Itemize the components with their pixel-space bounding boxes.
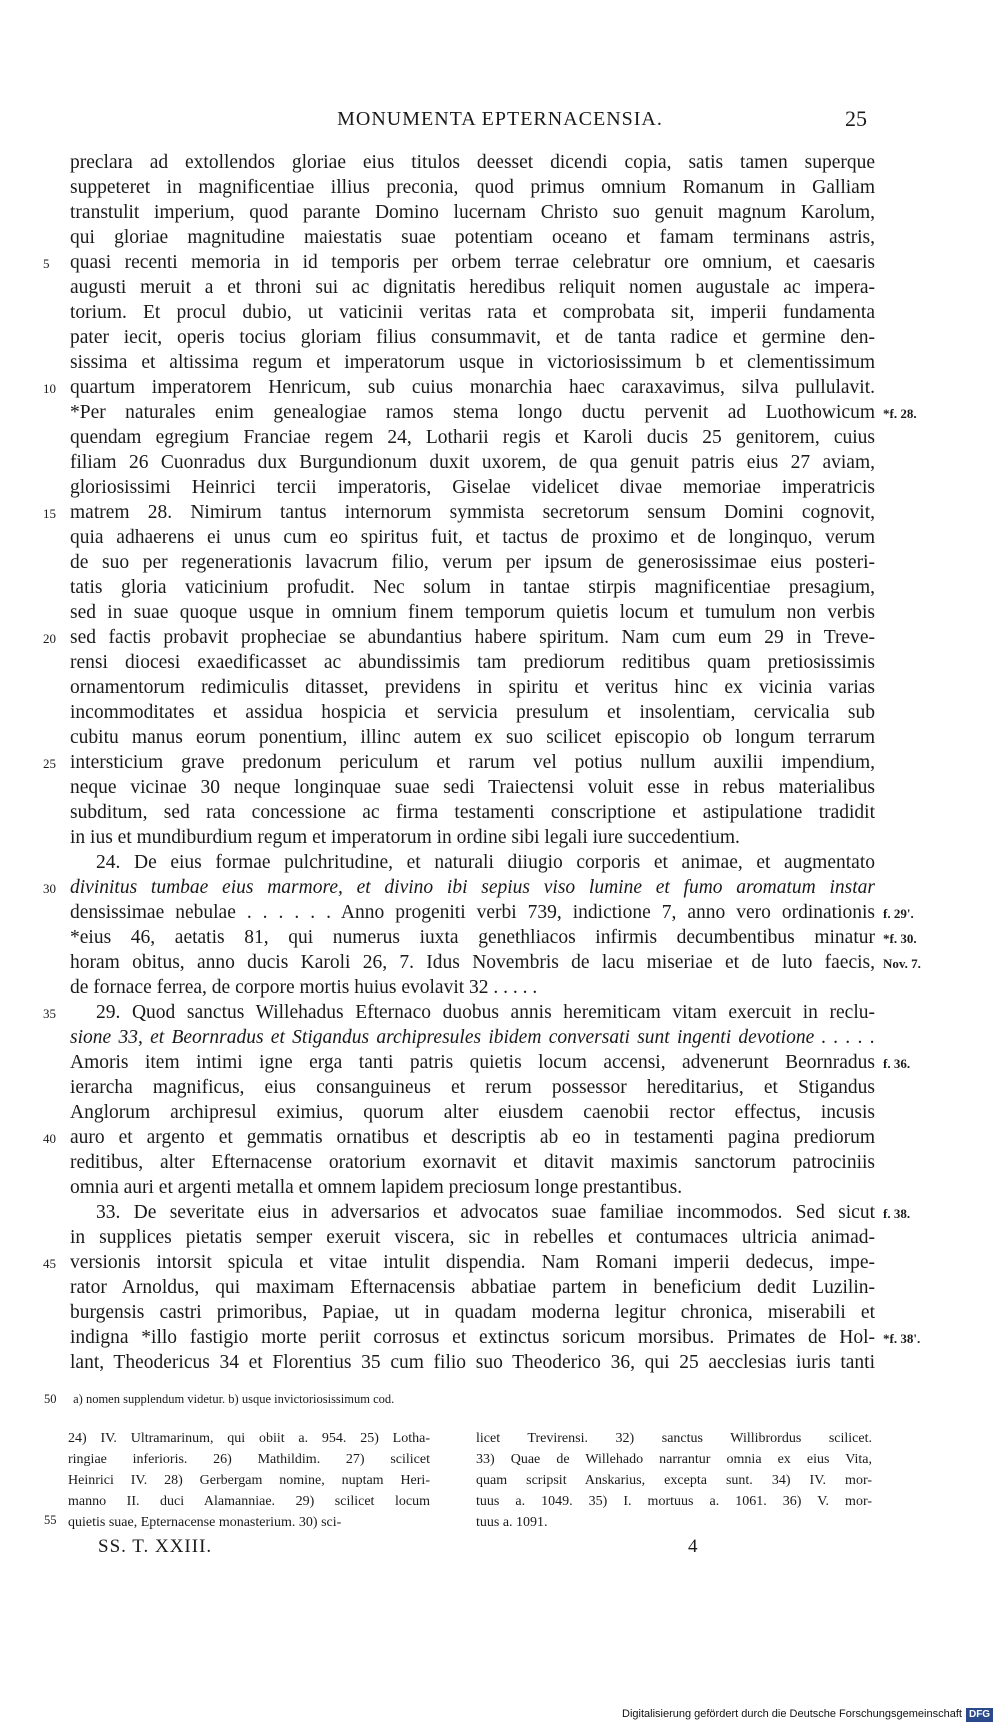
text-line	[70, 1025, 875, 1050]
line-text: 24. De eius formae pulchritudine, et naturali diiugio corporis et animae, et augmentato	[96, 852, 875, 873]
line-number: 40	[43, 1131, 56, 1146]
text-line	[70, 1100, 875, 1125]
critical-line-number: 50	[44, 1392, 57, 1406]
line-text: in ius et mundiburdium regum et imperatorum in ordine sibi legali iure succedentium.	[70, 827, 740, 848]
text-line	[70, 1075, 875, 1100]
text-line	[70, 675, 875, 700]
text-line	[43, 1000, 875, 1025]
line-text: rensi diocesi exaedificasset ac abundissimis tam prediorum reditibus quam pretiosissimis	[70, 652, 875, 673]
text-line	[70, 650, 875, 675]
footnote-line: ringiae inferioris. 26) Mathildim. 27) scilicet	[68, 1452, 430, 1467]
text-line	[70, 275, 875, 300]
line-text: sed in suae quoque usque in omnium finem temporum quietis locum et tumulum non verbis	[70, 602, 875, 623]
signature-mark: SS. T. XXIII.	[98, 1536, 213, 1557]
line-text: intersticium grave predonum periculum et rarum vel potius nullum auxilii impendium,	[70, 752, 875, 773]
text-line	[70, 950, 921, 975]
line-text: densissimae nebulae . . . . . . Anno progeniti verbi 739, indictione 7, anno vero ordinationis	[70, 902, 875, 923]
text-line	[70, 1200, 911, 1225]
line-text: ornamentorum redimiculis ditasset, previdens in spiritu et veritus hinc ex vicinia varias	[70, 677, 875, 698]
line-text: pater iecit, operis tocius gloriam filius consummavit, et de tanta radice et germine den-	[70, 327, 875, 348]
text-line	[70, 325, 875, 350]
margin-folio-note: f. 36.	[883, 1056, 911, 1071]
text-line	[43, 750, 875, 775]
line-text: Anglorum archipresul eximius, quorum alter eiusdem caenobii rector effectus, incusis	[70, 1102, 875, 1123]
text-line	[70, 1150, 875, 1175]
running-head-title: MONUMENTA EPTERNACENSIA.	[337, 108, 663, 130]
line-number: 45	[43, 1256, 56, 1271]
line-text: matrem 28. Nimirum tantus internorum symmista secretorum sensum Domini cognovit,	[70, 502, 875, 523]
text-line	[70, 400, 917, 425]
line-text: ierarcha magnificus, eius consanguineus et rerum possessor hereditarius, et Stigandus	[70, 1077, 875, 1098]
text-line	[70, 700, 875, 725]
line-text: in supplices pietatis semper exeruit viscera, sic in rebelles et contumaces ultricia animad-	[70, 1227, 875, 1248]
line-text: 29. Quod sanctus Willehadus Efternaco duobus annis heremiticam vitam exercuit in reclu-	[96, 1002, 875, 1023]
signature-number: 4	[688, 1536, 698, 1557]
text-line	[70, 350, 875, 375]
critical-apparatus	[44, 1389, 864, 1409]
footnote-line: manno II. duci Alamanniae. 29) scilicet locum	[68, 1494, 430, 1509]
line-text: burgensis castri primoribus, Papiae, ut in quadam moderna legitur chronica, miserabili et	[70, 1302, 875, 1323]
text-line	[70, 550, 875, 575]
line-number: 15	[43, 506, 56, 521]
line-text: augusti meruit a et throni sui ac dignitatis heredibus reliquit nomen augustale ac impera-	[70, 277, 875, 298]
line-text: gloriosissimi Heinrici tercii imperatoris, Giselae videlicet divae memoriae imperatricis	[70, 477, 875, 498]
line-text: omnia auri et argenti metalla et omnem lapidem preciosum longe prestantibus.	[70, 1177, 683, 1198]
line-number: 10	[43, 381, 56, 396]
footnote-line: 24) IV. Ultramarinum, qui obiit a. 954. 25) Lotha-	[68, 1431, 430, 1446]
text-line	[70, 900, 914, 925]
line-text: rator Arnoldus, qui maximam Efternacensis abbatiae partem in beneficium dedit Luzilin-	[70, 1277, 875, 1298]
line-text: quia adhaerens ei unus cum eo spiritus fuit, et tactus de proximo et de longinquo, verum	[70, 527, 875, 548]
line-text: *eius 46, aetatis 81, qui numerus iuxta genethliacos infirmis decumbentibus minatur	[70, 927, 875, 948]
line-text: qui gloriae magnitudine maiestatis suae potentiam oceano et famam terminans astris,	[70, 227, 875, 248]
text-line	[70, 775, 875, 800]
critical-notes-text: a) nomen supplendum videtur. b) usque invictoriosissimum cod.	[73, 1392, 395, 1406]
line-text: transtulit imperium, quod parante Domino lucernam Christo suo genuit magnum Karolum,	[70, 202, 875, 223]
line-text: quasi recenti memoria in id temporis per orbem terrae celebratur ore omnium, et caesaris	[70, 252, 875, 273]
text-line	[70, 475, 875, 500]
line-text: filiam 26 Cuonradus dux Burgundionum duxit uxorem, de qua genuit patris eius 27 aviam,	[70, 452, 875, 473]
text-line	[70, 1300, 875, 1325]
footnote-line: tuus a. 1049. 35) I. mortuus a. 1061. 36) V. mor-	[476, 1494, 872, 1509]
line-text: sed factis probavit propheciae se abundantius habere spiritum. Nam cum eum 29 in Treve-	[70, 627, 875, 648]
line-text: quendam egregium Franciae regem 24, Lotharii regis et Karoli ducis 25 genitorem, cuius	[70, 427, 875, 448]
line-text: *Per naturales enim genealogiae ramos stema longo ductu pervenit ad Luothowicum	[70, 402, 875, 423]
text-line	[70, 975, 875, 1000]
footnote-line: 33) Quae de Willehado narrantur omnia ex eius Vita,	[476, 1452, 872, 1467]
text-line	[70, 1325, 921, 1350]
line-text: preclara ad extollendos gloriae eius titulos deesset dicendi copia, satis tamen superque	[70, 152, 875, 173]
text-line	[70, 850, 875, 875]
text-line	[70, 200, 875, 225]
text-line	[70, 425, 875, 450]
main-text-column	[43, 150, 921, 1375]
footnote-line: quietis suae, Epternacense monasterium. 30) sci-	[68, 1515, 342, 1530]
page-number: 25	[845, 106, 867, 131]
text-line	[43, 625, 875, 650]
text-line	[70, 300, 875, 325]
line-number: 35	[43, 1006, 56, 1021]
line-text: sissima et altissima regum et imperatorum usque in victoriosissimum b et clementissimum	[70, 352, 875, 373]
text-line	[43, 1250, 875, 1275]
footnotes-right-column	[476, 1428, 872, 1533]
text-line	[70, 725, 875, 750]
line-text: tatis gloria vaticinium profudit. Nec solum in tantae stirpis magnificentiae presagium,	[70, 577, 875, 598]
line-text: versionis intorsit spicula et vitae intulit dispendia. Nam Romani imperii dedecus, impe-	[70, 1252, 875, 1273]
text-line	[70, 1350, 875, 1375]
margin-folio-note: f. 29'.	[883, 906, 914, 921]
footnote-line: Heinrici IV. 28) Gerbergam nomine, nuptam Heri-	[68, 1473, 430, 1488]
line-number: 5	[43, 256, 50, 271]
line-text: lant, Theodericus 34 et Florentius 35 cum filio suo Theoderico 36, qui 25 aecclesias iuris tanti	[70, 1352, 875, 1373]
text-line	[43, 375, 875, 400]
text-line	[43, 500, 875, 525]
text-line	[70, 225, 875, 250]
line-text: subditum, sed rata concessione ac firma testamenti conscriptione et astipulatione tradidit	[70, 802, 875, 823]
digitization-credit	[622, 1704, 1000, 1724]
footnote-line: licet Trevirensi. 32) sanctus Willibrordus scilicet.	[476, 1431, 872, 1446]
line-text: divinitus tumbae eius marmore, et divino ibi sepius viso lumine et fumo aromatum instar	[70, 877, 875, 898]
line-text: horam obitus, anno ducis Karoli 26, 7. Idus Novembris de lacu miseriae et de luto faecis,	[70, 952, 875, 973]
text-line	[70, 825, 875, 850]
text-line	[43, 250, 875, 275]
line-text: incommoditates et assidua hospicia et servicia presulum et insolentiam, cervicalia sub	[70, 702, 875, 723]
line-number: 20	[43, 631, 56, 646]
line-text: quartum imperatorem Henricum, sub cuius monarchia haec caraxavimus, silva pullulavit.	[70, 377, 875, 398]
line-text: sione 33, et Beornradus et Stigandus archipresules ibidem conversati sunt ingenti devotione . . . . .	[70, 1027, 875, 1048]
dfg-logo-icon: DFG	[966, 1708, 993, 1722]
line-text: cubitu manus eorum ponentium, illinc autem ex suo scilicet episcopio ob longum terrarum	[70, 727, 875, 748]
text-line	[70, 600, 875, 625]
line-text: neque vicinae 30 neque longinquae suae sedi Traiectensi voluit esse in rebus materialibus	[70, 777, 875, 798]
text-line	[70, 525, 875, 550]
line-number: 25	[43, 756, 56, 771]
footnote-line: quam scripsit Anskarius, excepta sunt. 34) IV. mor-	[476, 1473, 872, 1488]
margin-folio-note: Nov. 7.	[883, 956, 921, 971]
text-line	[70, 175, 875, 200]
margin-folio-note: f. 38.	[883, 1206, 911, 1221]
text-line	[70, 1050, 911, 1075]
line-text: auro et argento et gemmatis ornatibus et descriptis ab eo in testamenti pagina prediorum	[70, 1127, 875, 1148]
text-line	[70, 1225, 875, 1250]
line-text: indigna *illo fastigio morte periit corrosus et extinctus soricum morsibus. Primates de Hol-	[70, 1327, 875, 1348]
text-line	[70, 450, 875, 475]
margin-folio-note: *f. 38'.	[883, 1331, 921, 1346]
margin-folio-note: *f. 30.	[883, 931, 917, 946]
text-line	[70, 1275, 875, 1300]
line-text: suppeteret in magnificentiae illius preconia, quod primus omnium Romanum in Galliam	[70, 177, 875, 198]
text-line	[70, 150, 875, 175]
text-line	[70, 1175, 875, 1200]
digitization-text: Digitalisierung gefördert durch die Deutsche Forschungsgemeinschaft	[622, 1708, 962, 1720]
line-text: de suo per regenerationis lavacrum filio, verum per ipsum de generosissimae eius posteri-	[70, 552, 875, 573]
text-line	[43, 1125, 875, 1150]
line-text: Amoris item intimi igne erga tanti patris quietis locum accensi, advenerunt Beornradus	[70, 1052, 875, 1073]
footnotes-left-column	[68, 1428, 430, 1533]
footnote-line: tuus a. 1091.	[476, 1515, 548, 1530]
line-text: reditibus, alter Efternacense oratorium exornavit et ditavit maximis sanctorum patrociniis	[70, 1152, 875, 1173]
text-line	[70, 925, 917, 950]
line-number: 30	[43, 881, 56, 896]
line-text: de fornace ferrea, de corpore mortis huius evolavit 32 . . . . .	[70, 977, 538, 998]
text-line	[43, 875, 875, 900]
line-text: torium. Et procul dubio, ut vaticinii veritas rata et comprobata sit, imperii fundamenta	[70, 302, 875, 323]
line-text: 33. De severitate eius in adversarios et advocatos suae familiae incommodos. Sed sicut	[96, 1202, 875, 1223]
margin-folio-note: *f. 28.	[883, 406, 917, 421]
text-line	[70, 575, 875, 600]
footnote-line-number: 55	[44, 1513, 57, 1527]
text-line	[70, 800, 875, 825]
